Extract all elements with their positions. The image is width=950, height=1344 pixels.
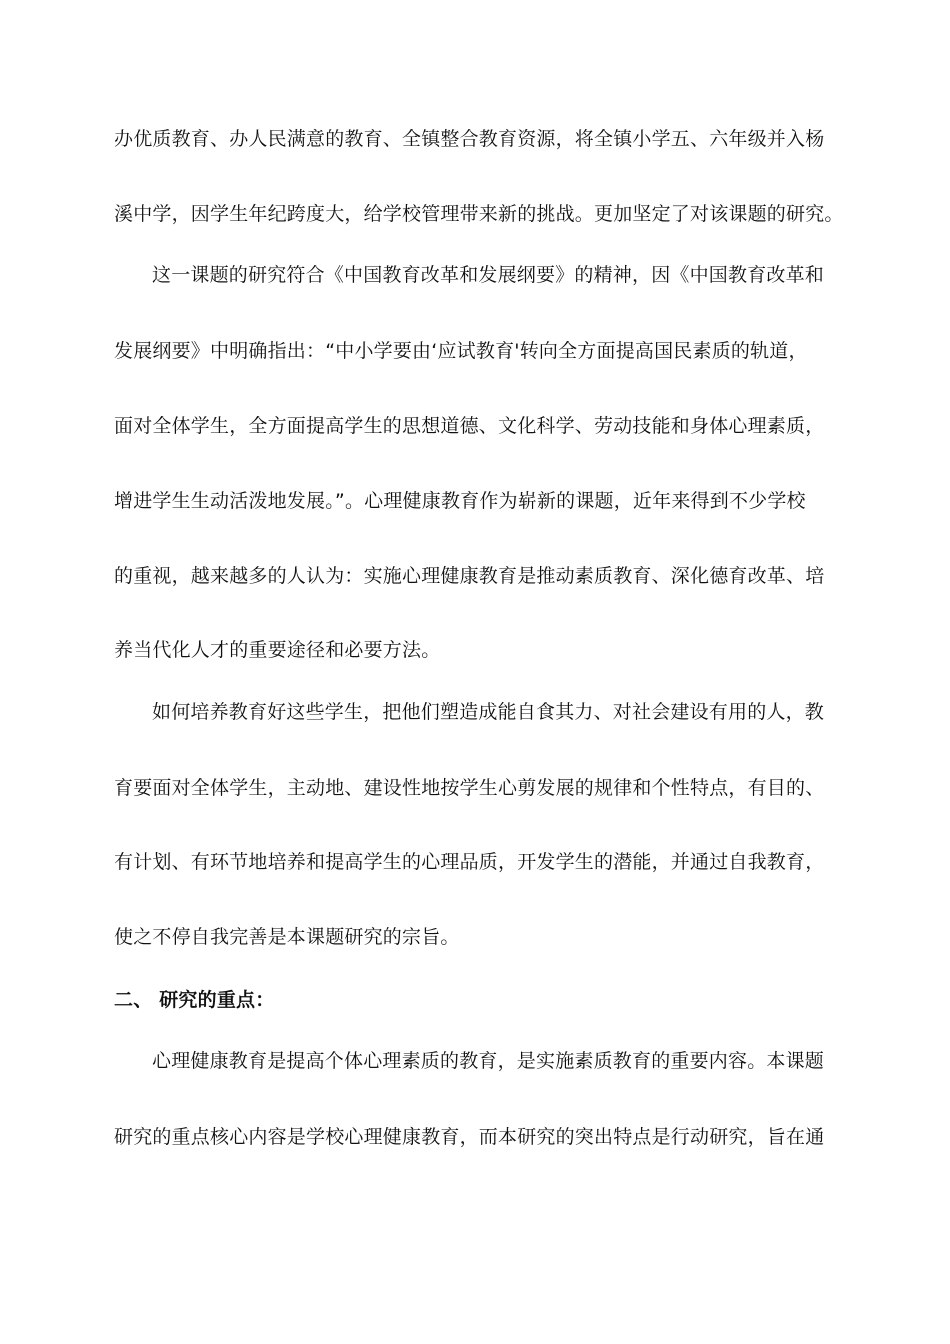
section-heading: 二、 研究的重点：	[114, 989, 275, 1011]
paragraph-line: 这一课题的研究符合《中国教育改革和发展纲要》的精神，因《中国教育改革和	[152, 264, 825, 286]
paragraph-line: 面对全体学生，全方面提高学生的思想道德、文化科学、劳动技能和身体心理素质，	[114, 415, 825, 437]
paragraph-line: 使之不停自我完善是本课题研究的宗旨。	[114, 926, 460, 948]
paragraph-line: 研究的重点核心内容是学校心理健康教育，而本研究的突出特点是行动研究，旨在通	[114, 1126, 825, 1148]
paragraph-line: 的重视，越来越多的人认为：实施心理健康教育是推动素质教育、深化德育改革、培	[114, 565, 825, 587]
paragraph-line: 增进学生生动活泼地发展。”。心理健康教育作为崭新的课题，近年来得到不少学校	[114, 490, 806, 512]
paragraph-line: 育要面对全体学生，主动地、建设性地按学生心剪发展的规律和个性特点，有目的、	[114, 777, 825, 799]
paragraph-line: 养当代化人才的重要途径和必要方法。	[114, 639, 441, 661]
paragraph-line: 溪中学，因学生年纪跨度大，给学校管理带来新的挑战。更加坚定了对该课题的研究。	[114, 203, 844, 225]
paragraph-line: 心理健康教育是提高个体心理素质的教育，是实施素质教育的重要内容。本课题	[152, 1050, 825, 1072]
paragraph-line: 办优质教育、办人民满意的教育、全镇整合教育资源，将全镇小学五、六年级并入杨	[114, 128, 825, 150]
paragraph-line: 有计划、有环节地培养和提高学生的心理品质，开发学生的潜能，并通过自我教育，	[114, 851, 825, 873]
paragraph-line: 如何培养教育好这些学生，把他们塑造成能自食其力、对社会建设有用的人，教	[152, 701, 825, 723]
paragraph-line: 发展纲要》中明确指出：“中小学要由‘应试教育'转向全方面提高国民素质的轨道，	[114, 340, 808, 362]
